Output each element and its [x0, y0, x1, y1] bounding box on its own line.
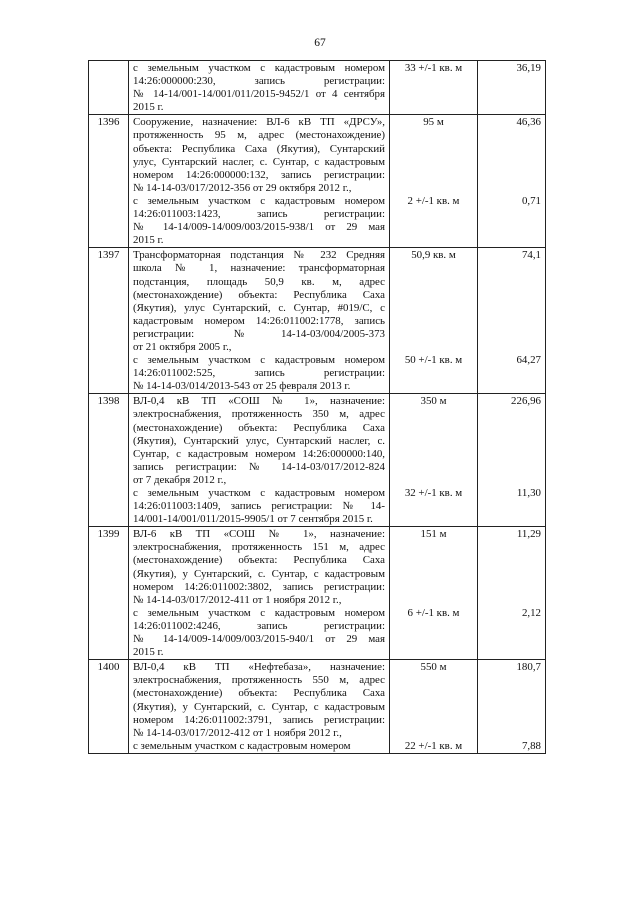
description-line: Сунтар, с кадастровым номером 14:26:000000:140, [133, 447, 385, 460]
description-line: кадастровым номером 14:26:011002:1778, запись [133, 314, 385, 327]
object-value [478, 660, 546, 754]
description-line: электроснабжения, протяженность 550 м, адрес [133, 674, 385, 687]
description-line: № 14-14-03/014/2013-543 от 25 февраля 2013 г. [133, 380, 351, 393]
spacer [394, 714, 473, 727]
spacer [482, 328, 541, 341]
spacer [394, 289, 473, 302]
table-row [89, 394, 546, 527]
cost-value: 11,29 [516, 528, 541, 541]
area-value: 22 +/-1 кв. м [404, 739, 463, 752]
object-description [129, 394, 390, 527]
object-area [390, 248, 478, 394]
description-line: 2015 г. [133, 101, 164, 114]
description-line: (местонахождение) объекта: Республика Саха [133, 554, 385, 567]
spacer [394, 208, 473, 221]
object-description [129, 61, 390, 115]
description-line: № 14-14-03/017/2012-411 от 1 ноября 2012 г., [133, 593, 342, 606]
spacer [394, 315, 473, 328]
description-line: (местонахождение) объекта: Республика Саха [133, 687, 385, 700]
row-number: 1400 [89, 660, 129, 754]
description-line: с земельным участком с кадастровым номером [133, 62, 385, 74]
area-value: 50 +/-1 кв. м [404, 354, 463, 367]
description-line: 14:26:011003:1409, запись регистрации: № 14- [133, 500, 385, 513]
spacer [394, 554, 473, 567]
cost-value: 0,71 [521, 194, 541, 207]
spacer [482, 674, 541, 687]
description-line: 2015 г. [133, 646, 164, 659]
description-line: подстанция, площадь 50,9 кв. м, адрес [133, 275, 385, 288]
spacer [394, 620, 473, 633]
spacer [394, 101, 473, 114]
spacer [482, 500, 541, 513]
object-area [390, 115, 478, 248]
spacer [394, 687, 473, 700]
cost-value: 64,27 [516, 354, 541, 367]
property-registry-table [88, 60, 546, 754]
spacer [482, 315, 541, 328]
description-line: Трансформаторная подстанция № 232 Средняя [133, 249, 385, 262]
spacer [394, 461, 473, 474]
description-line: ВЛ-0,4 кВ ТП «Нефтебаза», назначение: [133, 661, 385, 674]
object-value [478, 248, 546, 394]
description-line: 14:26:000000:230, запись регистрации: [133, 75, 385, 88]
description-line: с земельным участком с кадастровым номером [133, 606, 385, 619]
spacer [394, 221, 473, 234]
description-line: электроснабжения, протяженность 151 м, адрес [133, 541, 385, 554]
description-line: школа № 1, назначение: трансформаторная [133, 262, 385, 275]
description-line: 14/001-14/001/011/2015-9905/1 от 7 сентября 2015 г. [133, 513, 373, 526]
description-line: (Якутия), у Сунтарский, с. Сунтар, с кадастровым [133, 567, 385, 580]
spacer [482, 262, 541, 275]
spacer [482, 276, 541, 289]
spacer [482, 541, 541, 554]
description-line: № 14-14-03/017/2012-356 от 29 октября 2012 г., [133, 181, 352, 194]
spacer [482, 701, 541, 714]
spacer [394, 75, 473, 88]
cost-value: 180,7 [516, 661, 541, 674]
object-description [129, 660, 390, 754]
spacer [482, 727, 541, 740]
object-value [478, 61, 546, 115]
spacer [482, 513, 541, 526]
cost-value: 11,30 [516, 487, 541, 499]
area-value: 151 м [420, 528, 447, 541]
spacer [394, 408, 473, 421]
spacer [482, 75, 541, 88]
spacer [394, 674, 473, 687]
description-line: (Якутия), у Сунтарский, с. Сунтар, с кадастровым [133, 700, 385, 713]
spacer [394, 182, 473, 195]
description-line: электроснабжения, протяженность 350 м, адрес [133, 408, 385, 421]
cost-value: 7,88 [521, 739, 541, 752]
area-value: 50,9 кв. м [411, 249, 456, 262]
spacer [482, 101, 541, 114]
table-row [89, 248, 546, 394]
table-row [89, 115, 546, 248]
spacer [394, 367, 473, 380]
spacer [482, 208, 541, 221]
area-value: 2 +/-1 кв. м [407, 194, 460, 207]
spacer [482, 367, 541, 380]
spacer [482, 143, 541, 156]
spacer [394, 435, 473, 448]
object-area [390, 660, 478, 754]
object-description [129, 115, 390, 248]
description-line: 14:26:011003:1423, запись регистрации: [133, 208, 385, 221]
spacer [394, 646, 473, 659]
area-value: 550 м [420, 661, 447, 674]
row-number [89, 61, 129, 115]
spacer [394, 727, 473, 740]
spacer [482, 448, 541, 461]
spacer [482, 221, 541, 234]
spacer [482, 554, 541, 567]
spacer [394, 169, 473, 182]
spacer [394, 701, 473, 714]
description-line: № 14-14/001-14/001/011/2015-9452/1 от 4 сентября [133, 88, 385, 101]
spacer [394, 156, 473, 169]
spacer [394, 541, 473, 554]
spacer [482, 234, 541, 247]
object-description [129, 248, 390, 394]
cost-value: 46,36 [516, 116, 541, 129]
area-value: 350 м [420, 395, 447, 408]
description-line: с земельным участком с кадастровым номером [133, 487, 385, 499]
object-value [478, 115, 546, 248]
spacer [394, 594, 473, 607]
description-line: регистрации: №14-14-03/004/2005-373 [133, 327, 385, 340]
spacer [482, 182, 541, 195]
area-value: 95 м [423, 116, 444, 129]
spacer [394, 328, 473, 341]
description-line: с земельным участком с кадастровым номером [133, 354, 385, 367]
spacer [482, 461, 541, 474]
spacer [482, 594, 541, 607]
description-line: (Якутия), Сунтарский улус, Сунтарский наслег, с. [133, 434, 385, 447]
spacer [482, 408, 541, 421]
cost-value: 36,19 [516, 62, 541, 74]
description-line: 14:26:011002:525, запись регистрации: [133, 367, 385, 380]
spacer [394, 568, 473, 581]
description-line: 14:26:011002:4246, запись регистрации: [133, 619, 385, 632]
spacer [394, 474, 473, 487]
spacer [482, 380, 541, 393]
description-line: номером 14:26:011002:3802, запись регистрации: [133, 580, 385, 593]
spacer [482, 422, 541, 435]
row-number: 1398 [89, 394, 129, 527]
spacer [482, 156, 541, 169]
object-description [129, 527, 390, 660]
spacer [394, 302, 473, 315]
description-line: (Якутия), улус Сунтарский, с. Сунтар, #019/С, с [133, 301, 385, 314]
spacer [482, 646, 541, 659]
spacer [482, 620, 541, 633]
spacer [482, 474, 541, 487]
spacer [482, 581, 541, 594]
description-line: № 14-14/009-14/009/003/2015-940/1 от 29 мая [133, 633, 385, 646]
spacer [482, 435, 541, 448]
spacer [482, 714, 541, 727]
table-row [89, 527, 546, 660]
spacer [394, 88, 473, 101]
description-line: 2015 г. [133, 234, 164, 247]
description-line: № 14-14/009-14/009/003/2015-938/1 от 29 мая [133, 221, 385, 234]
description-line: Сооружение, назначение: ВЛ-6 кВ ТП «ДРСУ», [133, 116, 385, 129]
row-number: 1396 [89, 115, 129, 248]
table-row [89, 660, 546, 754]
description-line: протяженность 95 м, адрес (местонахождение) [133, 129, 385, 142]
page-number: 67 [314, 37, 326, 49]
object-value [478, 394, 546, 527]
description-line: номером 14:26:011002:3791, запись регистрации: [133, 713, 385, 726]
spacer [394, 581, 473, 594]
spacer [482, 341, 541, 354]
cost-value: 74,1 [521, 249, 541, 262]
object-area [390, 61, 478, 115]
spacer [482, 568, 541, 581]
description-line: с земельным участком с кадастровым номером [133, 739, 351, 752]
spacer [394, 448, 473, 461]
description-line: ВЛ-0,4 кВ ТП «СОШ № 1», назначение: [133, 395, 385, 408]
object-area [390, 527, 478, 660]
description-line: номером 14:26:000000:132, запись регистрации: [133, 168, 385, 181]
spacer [482, 88, 541, 101]
spacer [394, 143, 473, 156]
spacer [482, 633, 541, 646]
description-line: от 21 октября 2005 г., [133, 340, 232, 353]
cost-value: 226,96 [511, 395, 541, 408]
spacer [394, 500, 473, 513]
description-line: (местонахождение) объекта: Республика Саха [133, 288, 385, 301]
spacer [394, 262, 473, 275]
row-number: 1399 [89, 527, 129, 660]
object-value [478, 527, 546, 660]
description-line: с земельным участком с кадастровым номером [133, 194, 385, 207]
description-line: ВЛ-6 кВ ТП «СОШ № 1», назначение: [133, 528, 385, 541]
spacer [394, 380, 473, 393]
description-line: (местонахождение) объекта: Республика Саха [133, 421, 385, 434]
spacer [394, 129, 473, 142]
cost-value: 2,12 [521, 606, 541, 619]
description-line: № 14-14-03/017/2012-412 от 1 ноября 2012 г., [133, 726, 342, 739]
description-line: от 7 декабря 2012 г., [133, 473, 227, 486]
description-line: запись регистрации: № 14-14-03/017/2012-824 [133, 460, 385, 473]
spacer [482, 169, 541, 182]
registry-body [89, 61, 546, 754]
area-value: 32 +/-1 кв. м [404, 487, 463, 499]
spacer [394, 422, 473, 435]
spacer [482, 129, 541, 142]
area-value: 6 +/-1 кв. м [407, 606, 460, 619]
row-number: 1397 [89, 248, 129, 394]
table-row [89, 61, 546, 115]
description-line: объекта: Республика Саха (Якутия), Сунтарский [133, 142, 385, 155]
spacer [482, 289, 541, 302]
object-area [390, 394, 478, 527]
spacer [482, 687, 541, 700]
spacer [394, 341, 473, 354]
spacer [482, 302, 541, 315]
description-line: улус, Сунтарский наслег, с. Сунтар, с кадастровым [133, 155, 385, 168]
area-value: 33 +/-1 кв. м [404, 62, 463, 74]
spacer [394, 276, 473, 289]
spacer [394, 234, 473, 247]
spacer [394, 633, 473, 646]
spacer [394, 513, 473, 526]
